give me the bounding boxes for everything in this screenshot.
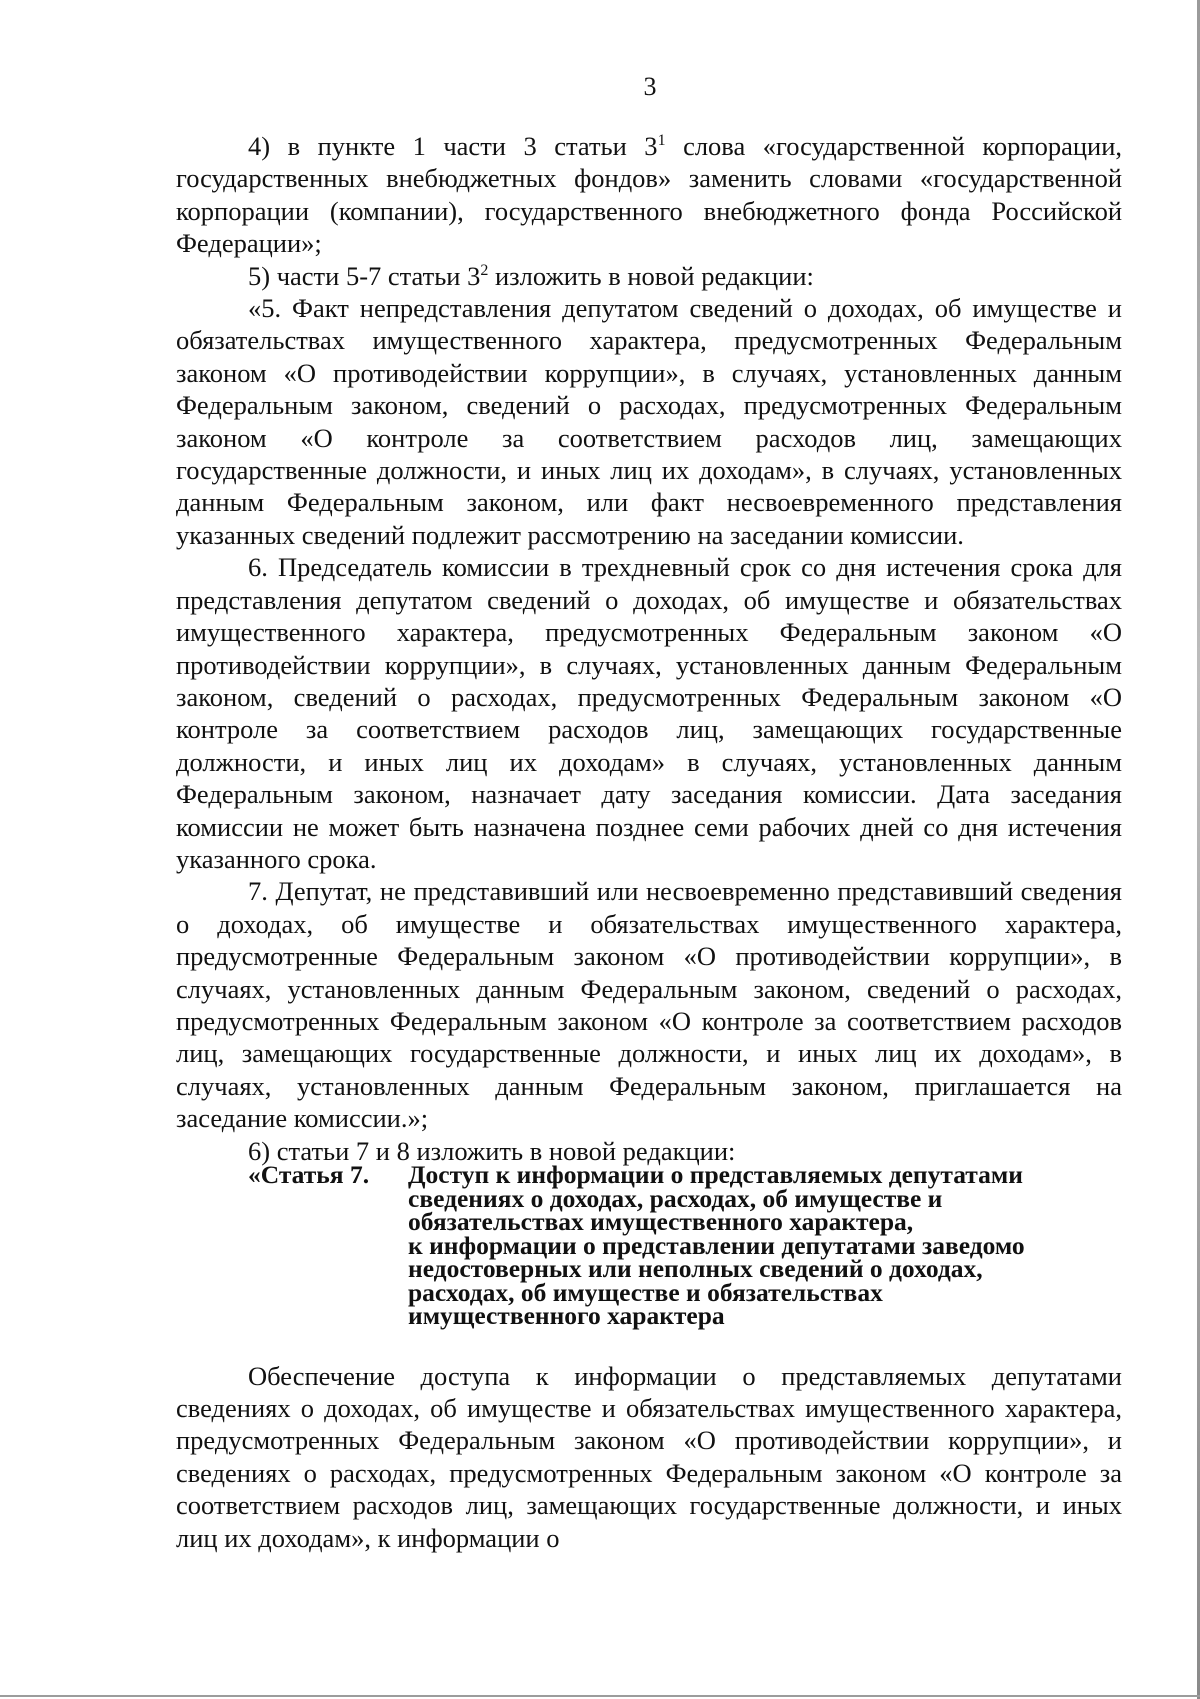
article-title-line: имущественного характера	[408, 1301, 725, 1330]
article-title-line: расходах, об имуществе и обязательствах	[408, 1277, 883, 1307]
article-title-line: сведениях о доходах, расходах, об имуществе и	[408, 1183, 943, 1213]
paragraph-item-4: 4) в пункте 1 части 3 статьи $3^1$ слова «государственной корпорации, государственных внебюджетных фондов» заменить словами «государственной корпорации (компании), государственного внебюджетного фонда Российской Федерации»;	[176, 131, 1122, 259]
article-label: «Статья 7.	[248, 1160, 370, 1189]
article-title	[408, 1160, 1108, 1330]
spacer	[176, 1328, 1122, 1360]
superscript: 2	[480, 261, 489, 279]
paragraph-article-7-body: Обеспечение доступа к информации о представляемых депутатами сведениях о доходах, об имуществе и обязательствах имущественного характера, предусмотренных Федеральным законом «О противодействии коррупции», и сведениях о расходах, предусмотренных Федеральным законом «О контроле за соответствием расходов лиц, замещающих государственные должности, и иных лиц их доходам», к информации о	[176, 1360, 1122, 1553]
article-title-line: Доступ к информации о представляемых депутатами	[408, 1160, 1023, 1189]
paragraph-part-7: 7. Депутат, не представивший или несвоевременно представивший сведения о доходах, об имуществе и обязательствах имущественного характера, предусмотренные Федеральным законом «О противодействии коррупции», в случаях, установленных данным Федеральным законом, сведений о расходах, предусмотренных Федеральным законом «О контроле за соответствием расходов лиц, замещающих государственные должности, и иных лиц их доходам», в случаях, установленных данным Федеральным законом, приглашается на заседание комиссии.»;	[176, 876, 1122, 1134]
article-title-line: к информации о представлении депутатами заведомо	[408, 1230, 1025, 1260]
paragraph-item-5: 5) части 5-7 статьи $3^2$ изложить в новой редакции:	[248, 260, 814, 291]
paragraph-part-5: «5. Факт непредставления депутатом сведений о доходах, об имуществе и обязательствах имущественного характера, предусмотренных Федеральным законом «О противодействии коррупции», в случаях, установленных данным Федеральным законом, сведений о расходах, предусмотренных Федеральным законом «О контроле за соответствием расходов лиц, замещающих государственные должности, и иных лиц их доходам», в случаях, установленных данным Федеральным законом, или факт несвоевременного представления указанных сведений подлежит рассмотрению на заседании комиссии.	[176, 293, 1122, 550]
paragraph-item-6: 6) статьи 7 и 8 изложить в новой редакции:	[248, 1135, 736, 1166]
document-body	[176, 130, 1122, 1554]
article-heading	[248, 1160, 1122, 1330]
article-title-line: недостоверных или неполных сведений о доходах,	[408, 1254, 983, 1283]
scan-edge-bottom	[0, 1695, 1200, 1697]
superscript: 1	[657, 132, 666, 150]
paragraph-part-6: 6. Председатель комиссии в трехдневный срок со дня истечения срока для представления депутатом сведений о доходах, об имуществе и обязательствах имущественного характера, предусмотренных Федеральным законом «О противодействии коррупции», в случаях, установленных данным Федеральным законом, сведений о расходах, предусмотренных Федеральным законом «О контроле за соответствием расходов лиц, замещающих государственные должности, и иных лиц их доходам» в случаях, установленных данным Федеральным законом, назначает дату заседания комиссии. Дата заседания комиссии не может быть назначена позднее семи рабочих дней со дня истечения указанного срока.	[176, 552, 1122, 874]
article-title-line: обязательствах имущественного характера,	[408, 1207, 914, 1236]
page-number: 3	[643, 72, 657, 101]
